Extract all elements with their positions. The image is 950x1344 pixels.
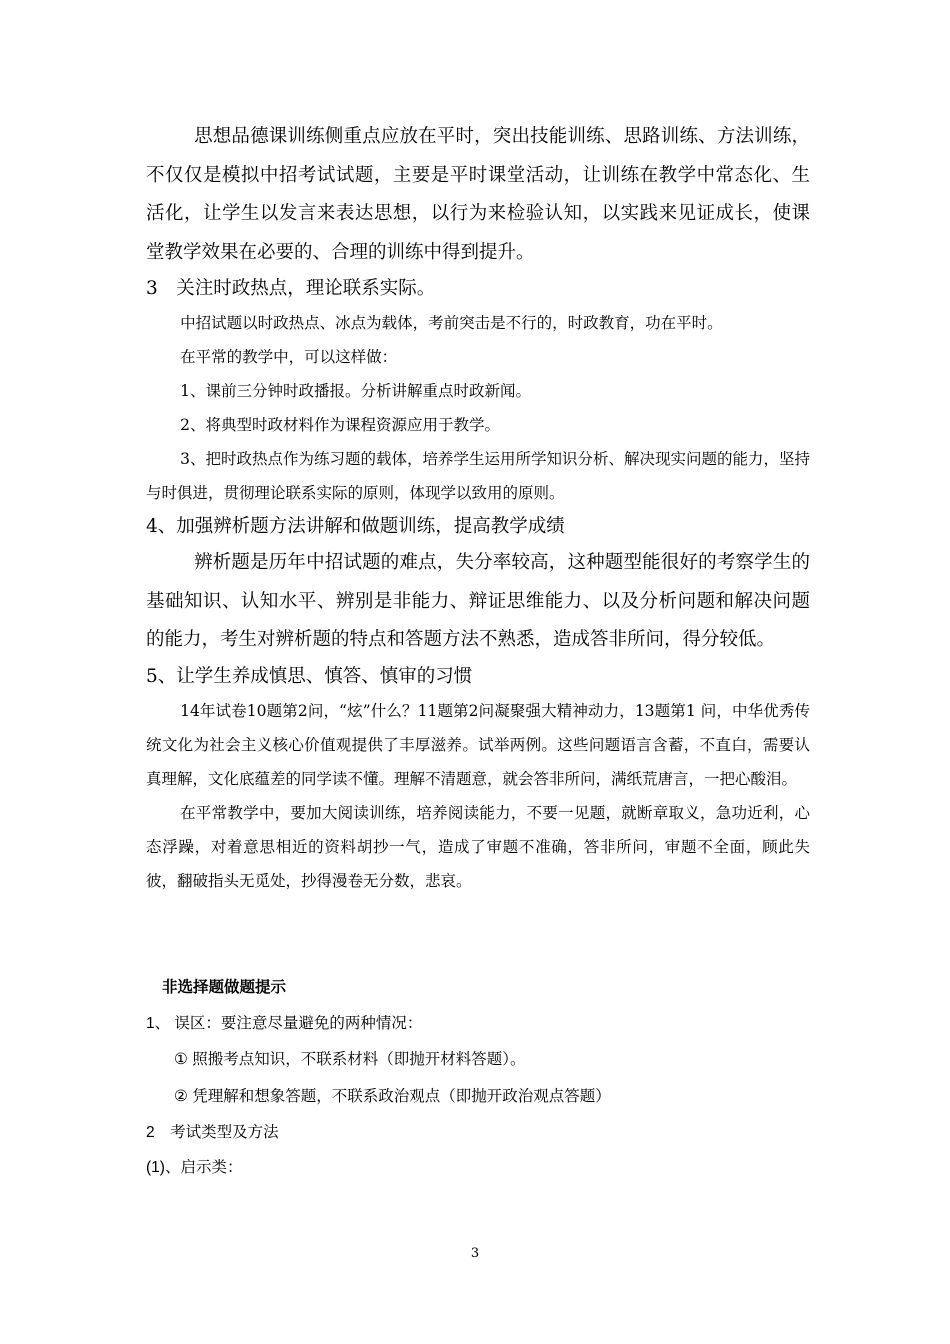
paragraph-training: 思想品德课训练侧重点应放在平时，突出技能训练、思路训练、方法训练，不仅仅是模拟中招考试试题，主要是平时课堂活动，让训练在教学中常态化、生活化，让学生以发言来表达思想，以行为来检验认知，以实践来见证成长，使课堂教学效果在必要的、合理的训练中得到提升。: [146, 126, 810, 263]
tips-item-1: 1、 误区：要注意尽量避免的两种情况：: [146, 1014, 423, 1032]
tips-item-1a: ① 照搬考点知识，不联系材料（即抛开材料答题）。: [174, 1050, 526, 1068]
paragraph-3-3: 1、课前三分钟时政播报。分析讲解重点时政新闻。: [180, 382, 531, 400]
paragraph-5-2: 在平常教学中，要加大阅读训练，培养阅读能力，不要一见题，就断章取义，急功近利，心态浮躁，对着意思相近的资料胡抄一气，造成了审题不准确，答非所问，审题不全面，顾此失彼，翻破指头无觅处，抄得漫卷无分数，悲哀。: [146, 803, 810, 890]
paragraph-3-2: 在平常的教学中，可以这样做：: [180, 348, 398, 366]
heading-section-3: 3 关注时政热点，理论联系实际。: [146, 278, 436, 299]
paragraph-4: 辨析题是历年中招试题的难点，失分率较高，这种题型能很好的考察学生的基础知识、认知水平、辨别是非能力、辩证思维能力、以及分析问题和解决问题的能力，考生对辨析题的特点和答题方法不熟悉，造成答非所问，得分较低。: [146, 552, 810, 650]
page-number: 3: [470, 1246, 480, 1261]
tips-item-2: 2 考试类型及方法: [146, 1123, 279, 1141]
paragraph-5-1: 14年试卷10题第2问，“炫”什么？11题第2问凝聚强大精神动力，13题第1 问，中华优秀传统文化为社会主义核心价值观提供了丰厚滋养。试举两例。这些问题语言含蓄，不直白，需要认真理解，文化底蕴差的同学读不懂。理解不清题意，就会答非所问，满纸荒唐言，一把心酸泪。: [146, 701, 810, 788]
blank-space: [146, 898, 810, 970]
heading-section-4: 4、加强辨析题方法讲解和做题训练，提高教学成绩: [146, 516, 565, 537]
heading-section-5: 5、让学生养成慎思、慎答、慎审的习惯: [146, 665, 473, 687]
paragraph-3-1: 中招试题以时政热点、冰点为载体，考前突击是不行的，时政教育，功在平时。: [180, 314, 723, 332]
document-body: [146, 118, 810, 1185]
tips-title: 非选择题做题提示: [162, 978, 287, 996]
paragraph-3-4: 2、将典型时政材料作为课程资源应用于教学。: [180, 416, 500, 434]
tips-item-1b: ② 凭理解和想象答题，不联系政治观点（即抛开政治观点答题）: [174, 1087, 611, 1105]
tips-item-3: (1)、启示类：: [146, 1158, 243, 1176]
paragraph-3-5: 3、把时政热点作为练习题的载体，培养学生运用所学知识分析、解决现实问题的能力，坚持与时俱进，贯彻理论联系实际的原则，体现学以致用的原则。: [146, 450, 810, 502]
